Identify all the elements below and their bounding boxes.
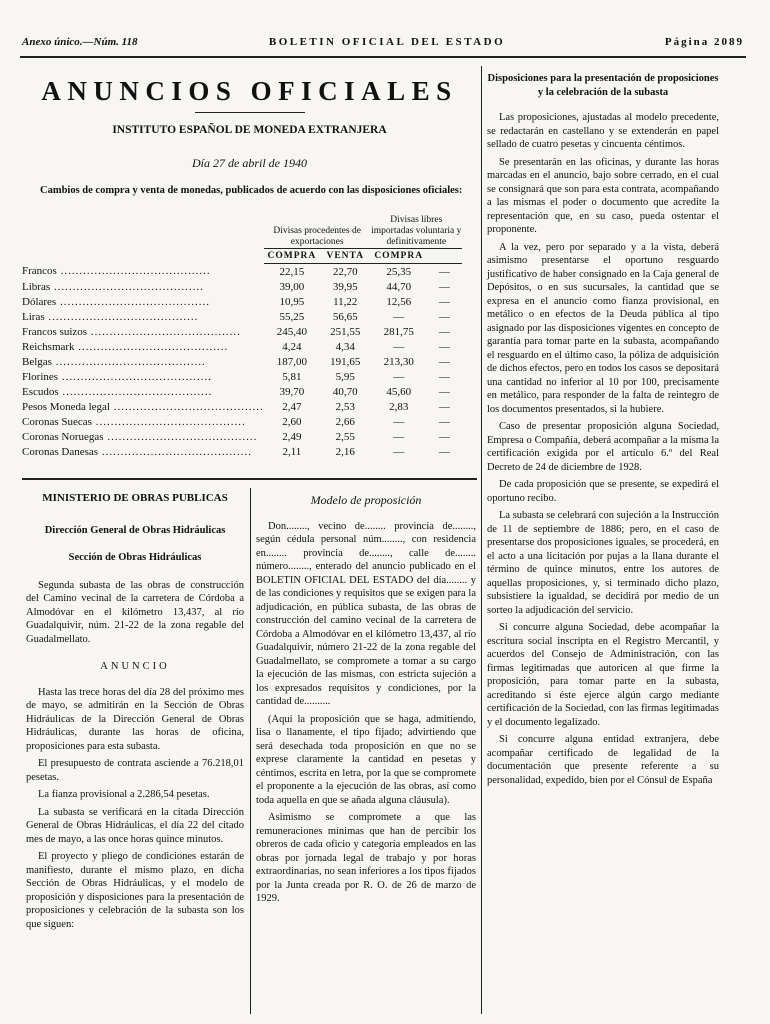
- ministerio-title: MINISTERIO DE OBRAS PUBLICAS: [42, 492, 228, 504]
- leader-dots: ........................................: [50, 280, 204, 293]
- page-title: ANUNCIOS OFICIALES: [41, 76, 458, 106]
- anuncio-heading: ANUNCIO: [100, 661, 170, 672]
- page-header: [22, 36, 744, 52]
- leader-dots: ........................................: [58, 370, 212, 383]
- right-column-divider: [481, 66, 482, 1014]
- buy-rate: 2,47: [282, 400, 302, 413]
- currency-name: [22, 384, 264, 399]
- rate-row: [22, 339, 462, 354]
- currency-name: [22, 294, 264, 309]
- sell-rate: 11,22: [333, 295, 358, 308]
- rate-row: [22, 399, 462, 414]
- sell-header: VENTA: [320, 249, 371, 264]
- disposiciones-paragraph: A la vez, pero por separado y a la vista, deberá asimismo presentarse el oportuno resguardo justificativo de haber consignado en la Caja general de Depósitos, o en sus sucursales, la cantidad que se expresa en el anuncio como fianza provisional, en metálico o en efectos de la Deuda pública al tipo asignado por las disposiciones vigentes en concepto de garantía para tomar parte en la subasta, acompañando el resguardo en el último caso, la póliza de adquisición de dichos efectos, pero en todos los casos se depositará una cantidad no inferior al 10 por 100, precisamente en metálico, para responder de la falta de reintegro de los documentos presentados, si la hubiere.: [487, 241, 719, 415]
- disposiciones-title: Disposiciones para la presentación de proposiciones y la celebración de la subasta: [487, 73, 719, 98]
- free-sell-rate: —: [438, 340, 450, 353]
- rate-row: [22, 279, 462, 294]
- free-buy-rate: 25,35: [386, 265, 412, 278]
- free-sell-rate: —: [438, 310, 450, 323]
- currency-label: Liras: [22, 310, 45, 323]
- buy-rate: 39,00: [279, 280, 305, 293]
- rate-row: [22, 294, 462, 309]
- currency-label: Dólares: [22, 295, 57, 308]
- rate-row: [22, 444, 462, 459]
- free-buy-rate: —: [393, 430, 405, 443]
- buy-rate: 245,40: [276, 325, 307, 338]
- buy-rate: 2,49: [282, 430, 302, 443]
- leader-dots: ........................................: [58, 385, 213, 398]
- buy-rate: 39,70: [279, 385, 305, 398]
- free-currencies-header: Divisas libres importadas voluntaria y definitivamente: [371, 215, 462, 247]
- disposiciones-paragraph: De cada proposición que se presente, se expedirá el oportuno recibo.: [487, 479, 719, 504]
- free-buy-rate: 45,60: [386, 385, 412, 398]
- exchange-rates-table: [22, 212, 462, 459]
- rate-row: [22, 264, 462, 280]
- free-buy-rate: —: [393, 445, 405, 458]
- leader-dots: ........................................: [51, 355, 206, 368]
- modelo-paragraph: (Aquí la proposición que se haga, admitiendo, lisa o llanamente, el tipo fijado; advirtiendo que será desechada toda proposición en que no se exprese claramente la cantidad en pesetas y céntimos, escrita en letra, por la que se compromete el proponente a la ejecución de las obras, así como toda aquella en que se añada alguna cláusula).: [256, 713, 476, 806]
- sell-rate: 2,53: [335, 400, 355, 413]
- disposiciones-paragraph: Las proposiciones, ajustadas al modelo precedente, se redactarán en castellano y se extenderán en papel sellado de cuatro pesetas y cincuenta céntimos.: [487, 112, 719, 150]
- leader-dots: ........................................: [56, 295, 210, 308]
- modelo-title: Modelo de proposición: [310, 493, 422, 507]
- sell-rate: 191,65: [330, 355, 361, 368]
- publication-title: BOLETIN OFICIAL DEL ESTADO: [268, 36, 506, 48]
- modelo-paragraph: Asimismo se compromete a que las remuneraciones mínimas que han de percibir los obreros de cada oficio y categoría empleados en las obras por jornada legal de trabajo y por horas extraordinarias, no sean inferiores a los tipos fijados por la Junta creada por R. O. de 26 de marzo de 1929.: [256, 812, 476, 904]
- group-header-row: [22, 212, 462, 249]
- leader-dots: ........................................: [74, 340, 229, 353]
- anuncio-paragraph: El presupuesto de contrata asciende a 76.218,01 pesetas.: [26, 758, 244, 783]
- sell-rate: 39,95: [332, 280, 358, 293]
- buy-rate: 55,25: [279, 310, 305, 323]
- currency-label: Belgas: [22, 355, 52, 368]
- free-buy-rate: 44,70: [386, 280, 412, 293]
- institute-name: INSTITUTO ESPAÑOL DE MONEDA EXTRANJERA: [112, 124, 387, 136]
- rates-bottom-rule: [22, 478, 477, 480]
- buy-rate: 2,11: [282, 445, 302, 458]
- currency-label: Coronas Noruegas: [22, 430, 104, 443]
- header-rule: [20, 56, 746, 58]
- issue-number: Anexo único.—Núm. 118: [22, 36, 138, 48]
- ministerio-column: [26, 492, 244, 935]
- disposiciones-paragraph: Si concurre alguna entidad extranjera, debe acompañar certificado de legalidad de la documentación que presente referente a su personalidad, expedido, bien por el Cónsul de España: [487, 734, 719, 786]
- buy-rate: 4,24: [282, 340, 302, 353]
- free-sell-rate: —: [438, 385, 450, 398]
- free-sell-rate: —: [438, 265, 450, 278]
- disposiciones-paragraph: Se presentarán en las oficinas, y durante las horas marcadas en el anuncio, bajo sobre cerrado, en el cual se consignará que son para esta contrata, acompañando a las mismas el poder o documento que acredite la representación que, en su caso, pueda ostentar el proponente.: [487, 156, 719, 235]
- leader-dots: ........................................: [56, 265, 211, 278]
- free-buy-rate: —: [393, 340, 405, 353]
- rates-intro: Cambios de compra y venta de monedas, publicados de acuerdo con las disposiciones oficiales:: [40, 185, 463, 196]
- sell-rate: 56,65: [332, 310, 358, 323]
- leader-dots: ........................................: [91, 415, 246, 428]
- anuncio-paragraph: Hasta las trece horas del día 28 del próximo mes de mayo, se admitirán en la Sección de Obras Hidráulicas de la Dirección General de Obras Hidráulicas, durante las horas de oficina, proposiciones para esta subasta.: [26, 686, 244, 752]
- disposiciones-paragraph: Si concurre alguna Sociedad, debe acompañar la escritura social inscripta en el Registro Mercantil, y acuerdos del Consejo de Administración, con las firmas legitimadas que autoricen al que firme la proposición, para tomar parte en la subasta, acreditando si éste ejerce algún cargo mediante certificación de la Sociedad, con las firmas legitimadas y el documento legalizado.: [487, 622, 719, 728]
- free-sell-rate: —: [438, 445, 450, 458]
- sell-rate: 2,16: [335, 445, 355, 458]
- rates-date: Día 27 de abril de 1940: [192, 156, 307, 170]
- modelo-paragraph: Don........, vecino de........ provincia de........, según cédula personal núm........, con residencia en........ provincia de........, calle de........ número........, enterado del anuncio publicado en el BOLETIN OFICIAL DEL ESTADO del día........ y de las condiciones y requisitos que se exigen para la adjudicación, en pública subasta, de las obras de construcción del camino vecinal de la carretera de Córdoba a Almodóvar en el kilómetro 13,437, al río Guadalquivir, número 21-22 de la zona regable del Guadalmellato, se compromete a tomar a su cargo la ejecución de las mismas, con estricta sujeción a los expresados requisitos y condiciones, por la cantidad de..........: [256, 520, 476, 707]
- middle-column-divider: [250, 488, 251, 1014]
- leader-dots: ........................................: [103, 430, 258, 443]
- currency-label: Coronas Danesas: [22, 445, 99, 458]
- currency-name: [22, 444, 264, 459]
- currency-name: [22, 429, 264, 444]
- sell-rate: 2,66: [335, 415, 355, 428]
- disposiciones-column: [487, 72, 719, 791]
- currency-name: [22, 279, 264, 294]
- currency-name: [22, 399, 264, 414]
- rate-row: [22, 369, 462, 384]
- currency-label: Escudos: [22, 385, 59, 398]
- free-sell-rate: —: [438, 295, 450, 308]
- page-number: Página 2089: [664, 36, 744, 48]
- currency-name: [22, 414, 264, 429]
- free-buy-rate: 2,83: [389, 400, 409, 413]
- free-sell-rate: —: [438, 370, 450, 383]
- seccion-heading: Sección de Obras Hidráulicas: [68, 552, 202, 563]
- free-buy-rate: 281,75: [383, 325, 414, 338]
- leader-dots: ........................................: [98, 445, 252, 458]
- buy-header: COMPRA: [264, 249, 320, 264]
- currency-label: Pesos Moneda legal: [22, 400, 110, 413]
- currency-name: [22, 309, 264, 324]
- currency-label: Francos suizos: [22, 325, 88, 338]
- anuncio-paragraph: La subasta se verificará en la citada Dirección General de Obras Hidráulicas, el día 22 del citado mes de mayo, a las once horas quince minutos.: [26, 806, 244, 845]
- modelo-column: [256, 494, 476, 910]
- free-sell-rate: —: [438, 355, 450, 368]
- disposiciones-paragraph: La subasta se celebrará con sujeción a la Instrucción de 11 de septiembre de 1886; pero, en el caso de presentarse dos proposiciones iguales, se procederá, en el acto a una licitación por pujas a la llana durante el término de quince minutos, entre los autores de aquellas proposiciones, y, si terminado dicho plazo, subsistiere la igualdad, se decidirá por medio de un sorteo la adjudicación del servicio.: [487, 510, 719, 616]
- leader-dots: ........................................: [44, 310, 199, 323]
- currency-name: [22, 369, 264, 384]
- disposiciones-paragraph: Caso de presentar proposición alguna Sociedad, Empresa o Compañía, deberá acompañar a la misma la certificación exigida por el artículo 6.º del Real Decreto de 24 de diciembre de 1928.: [487, 421, 719, 473]
- rate-row: [22, 414, 462, 429]
- currency-label: Coronas Suecas: [22, 415, 92, 428]
- free-buy-rate: 12,56: [386, 295, 412, 308]
- currency-name: [22, 324, 264, 339]
- sub-header-row: [22, 249, 462, 264]
- free-sell-rate: —: [438, 415, 450, 428]
- buy-free-header: COMPRA: [371, 249, 427, 264]
- sell-rate: 4,34: [335, 340, 355, 353]
- free-buy-rate: —: [393, 415, 405, 428]
- buy-rate: 10,95: [279, 295, 305, 308]
- anuncio-paragraph: El proyecto y pliego de condiciones estarán de manifiesto, durante el mismo plazo, en dicha Sección de Obras Hidráulicas, y el modelo de proposición y disposiciones para la presentación de proposiciones y celebración de la subasta son los que siguen:: [26, 851, 244, 930]
- leader-dots: ........................................: [87, 325, 241, 338]
- sell-rate: 251,55: [330, 325, 361, 338]
- currency-label: Libras: [22, 280, 51, 293]
- rate-row: [22, 324, 462, 339]
- free-sell-rate: —: [438, 280, 450, 293]
- free-buy-rate: —: [393, 370, 405, 383]
- subasta-intro: Segunda subasta de las obras de construcción del Camino vecinal de la carretera de Córdoba a Almodóvar en el kilómetro 13,437, al río Guadalquivir, núm. 21-22 de la zona regable del Guadalmellato.: [26, 579, 244, 645]
- free-sell-rate: —: [438, 325, 450, 338]
- free-sell-rate: —: [438, 400, 450, 413]
- buy-rate: 22,15: [279, 265, 305, 278]
- rate-row: [22, 354, 462, 369]
- sell-rate: 40,70: [332, 385, 358, 398]
- buy-rate: 2,60: [282, 415, 302, 428]
- title-rule: [195, 112, 305, 113]
- sell-rate: 22,70: [332, 265, 358, 278]
- currency-label: Francos: [22, 265, 57, 278]
- free-buy-rate: 213,30: [383, 355, 414, 368]
- currency-name: [22, 354, 264, 369]
- currency-label: Florines: [22, 370, 59, 383]
- rate-row: [22, 429, 462, 444]
- anuncio-paragraph: La fianza provisional a 2.286,54 pesetas.: [38, 789, 210, 800]
- sell-rate: 5,95: [335, 370, 355, 383]
- currency-name: [22, 339, 264, 354]
- rate-row: [22, 309, 462, 324]
- currency-label: Reichsmark: [22, 340, 75, 353]
- rate-row: [22, 384, 462, 399]
- buy-rate: 5,81: [282, 370, 302, 383]
- sell-rate: 2,55: [335, 430, 355, 443]
- free-buy-rate: —: [393, 310, 405, 323]
- direccion-heading: Dirección General de Obras Hidráulicas: [44, 524, 226, 536]
- currency-name: [22, 264, 264, 280]
- free-sell-rate: —: [438, 430, 450, 443]
- buy-rate: 187,00: [276, 355, 307, 368]
- export-currencies-header: Divisas procedentes de exportaciones: [273, 226, 361, 247]
- leader-dots: ........................................: [109, 400, 264, 413]
